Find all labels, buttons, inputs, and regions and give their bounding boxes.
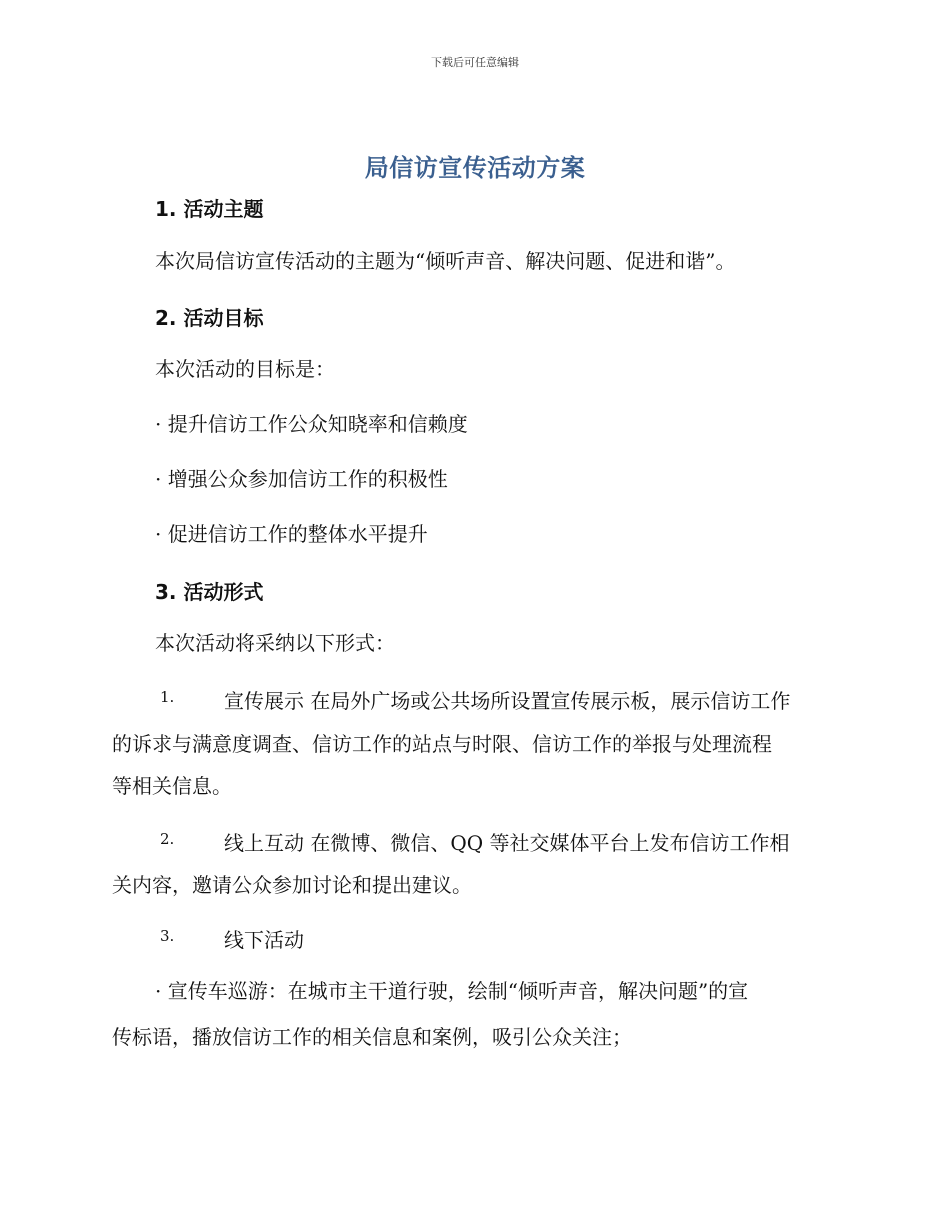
section-theme-body: 本次局信访宣传活动的主题为“倾听声音、解决问题、促进和谐”。 bbox=[155, 249, 736, 273]
document-title: 局信访宣传活动方案 bbox=[364, 154, 586, 182]
section-format-intro: 本次活动将采纳以下形式： bbox=[155, 631, 395, 655]
section-heading-theme: 1. 活动主题 bbox=[155, 197, 264, 221]
list-number: 1. bbox=[160, 688, 175, 706]
sub-bullet-line: 传标语，播放信访工作的相关信息和案例，吸引公众关注； bbox=[112, 1025, 632, 1049]
goal-bullet: · 促进信访工作的整体水平提升 bbox=[155, 522, 428, 546]
list-item-line: 等相关信息。 bbox=[112, 774, 232, 798]
list-item-line: 线下活动 bbox=[224, 928, 304, 952]
section-goals-intro: 本次活动的目标是： bbox=[155, 357, 335, 381]
section-heading-goals: 2. 活动目标 bbox=[155, 306, 264, 330]
list-item-line: 关内容，邀请公众参加讨论和提出建议。 bbox=[112, 873, 472, 897]
page-header: 下载后可任意编辑 bbox=[431, 56, 519, 69]
section-heading-format: 3. 活动形式 bbox=[155, 580, 264, 604]
sub-bullet-line: · 宣传车巡游：在城市主干道行驶，绘制“倾听声音，解决问题”的宣 bbox=[155, 979, 749, 1003]
goal-bullet: · 提升信访工作公众知晓率和信赖度 bbox=[155, 412, 468, 436]
list-number: 2. bbox=[160, 830, 175, 848]
list-item-line: 的诉求与满意度调查、信访工作的站点与时限、信访工作的举报与处理流程 bbox=[112, 732, 772, 756]
list-item-line: 线上互动 在微博、微信、QQ 等社交媒体平台上发布信访工作相 bbox=[224, 831, 790, 855]
list-item-line: 宣传展示 在局外广场或公共场所设置宣传展示板，展示信访工作 bbox=[224, 689, 791, 713]
goal-bullet: · 增强公众参加信访工作的积极性 bbox=[155, 467, 448, 491]
list-number: 3. bbox=[160, 927, 175, 945]
